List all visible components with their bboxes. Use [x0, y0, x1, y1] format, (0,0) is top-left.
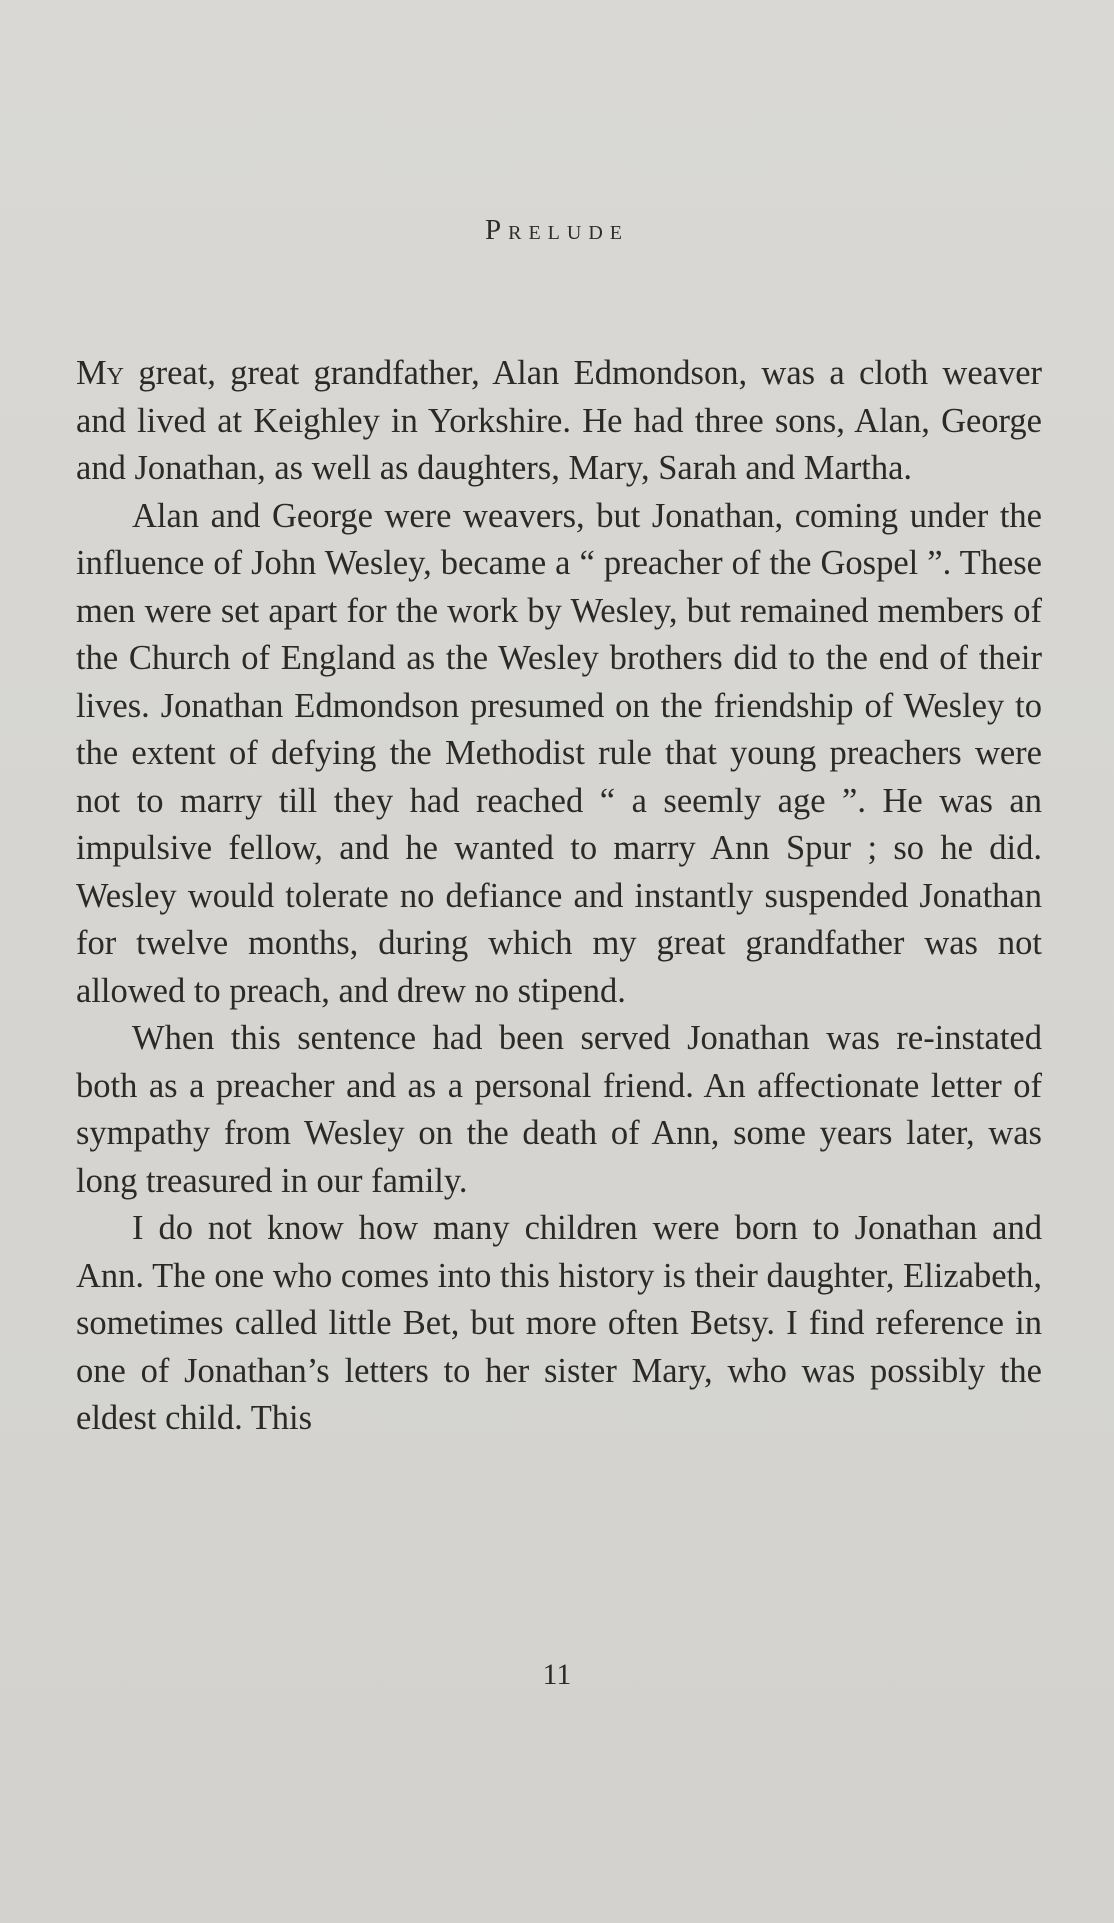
- paragraph-2: Alan and George were weavers, but Jonathan, coming under the influence of John Wesley, became a “ preacher of the Gospel ”. These men were set apart for the work by Wesley, but remained members of the Church of England as the Wesley brothers did to the end of their lives. Jonathan Edmondson presumed on the friendship of Wesley to the extent of defying the Methodist rule that young preachers were not to marry till they had reached “ a seemly age ”. He was an impulsive fellow, and he wanted to marry Ann Spur ; so he did. Wesley would tolerate no defiance and instantly suspended Jonathan for twelve months, during which my great grandfather was not allowed to preach, and drew no stipend.: [76, 496, 1042, 1010]
- paragraph-4: I do not know how many children were born to Jonathan and Ann. The one who comes into this history is their daughter, Elizabeth, sometimes called little Bet, but more often Betsy. I find reference in one of Jonathan’s letters to her sister Mary, who was possibly the eldest child. This: [76, 1209, 1042, 1437]
- paragraph-1: [76, 350, 1042, 493]
- body-text: [76, 350, 1042, 1443]
- paragraph-1-lead-word: My: [76, 354, 125, 392]
- paragraph-3: When this sentence had been served Jonathan was re-instated both as a preacher and as a personal friend. An affectionate letter of sympathy from Wesley on the death of Ann, some years later, was long treasured in our family.: [76, 1019, 1042, 1200]
- running-head: Prelude: [484, 214, 629, 246]
- page-number: 11: [542, 1658, 572, 1691]
- paragraph-1-text: great, great grandfather, Alan Edmondson, was a cloth weaver and lived at Keighley in Yorkshire. He had three sons, Alan, George and Jonathan, as well as daughters, Mary, Sarah and Martha.: [76, 354, 1042, 487]
